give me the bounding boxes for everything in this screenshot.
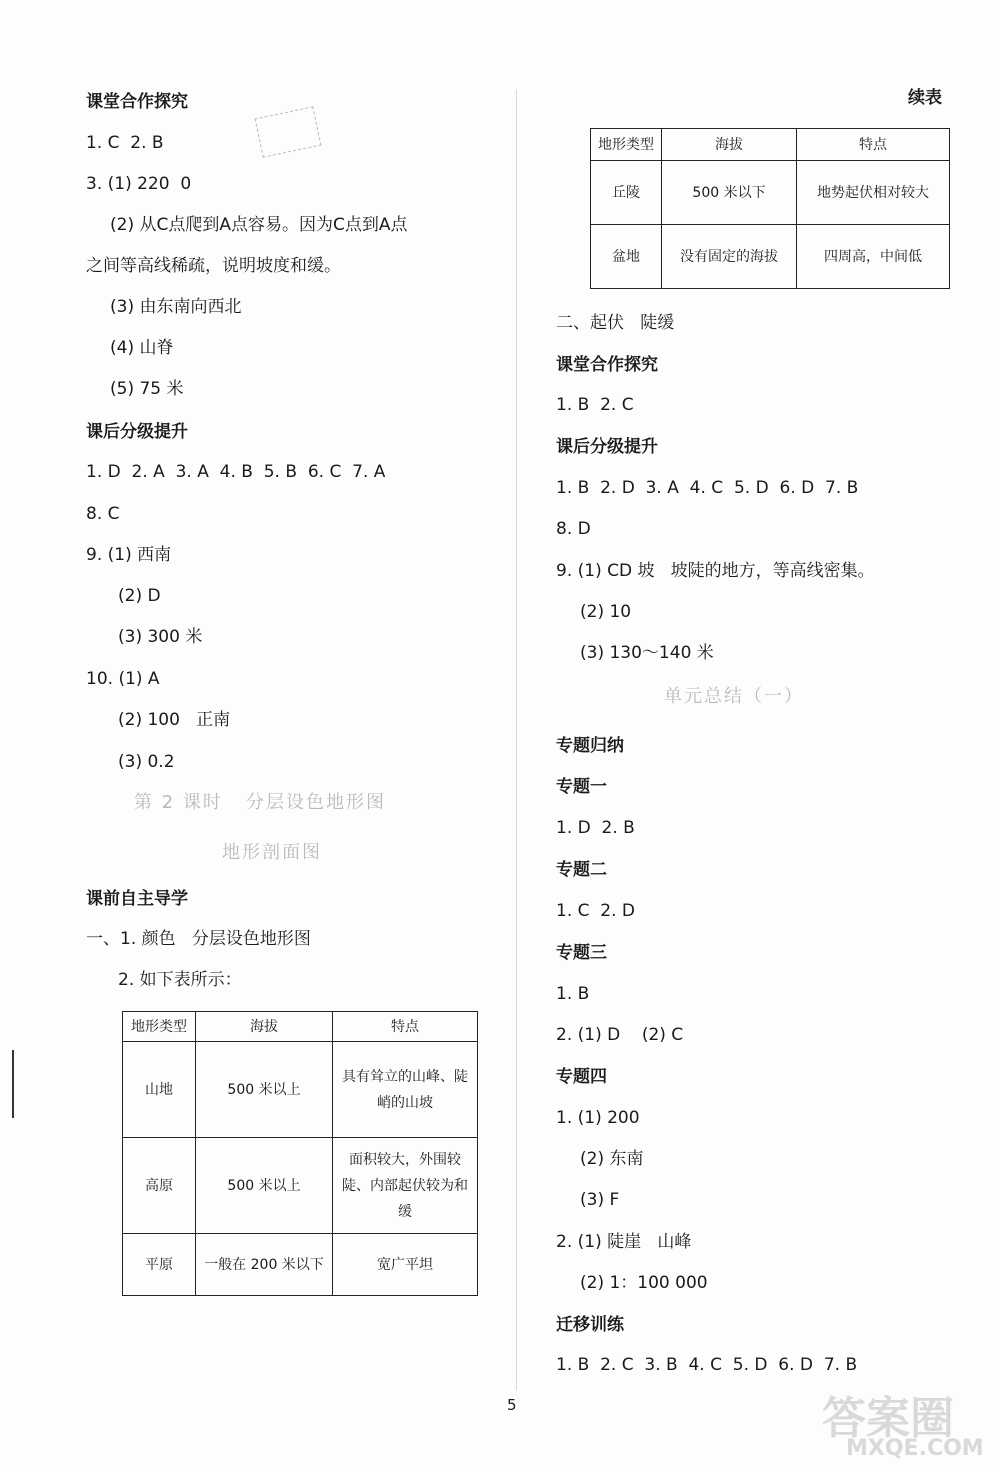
answer-line: 1. D 2. B [556, 818, 635, 838]
answer-line: 2. (1) 陡崖 山峰 [556, 1232, 692, 1252]
answer-line: (3) 0.2 [118, 752, 175, 772]
answer-line: (2) 东南 [580, 1149, 644, 1169]
table-header: 地形类型 [591, 129, 662, 161]
table-cell: 地势起伏相对较大 [797, 161, 950, 225]
table-cell: 面积较大，外围较陡、内部起伏较为和缓 [333, 1138, 478, 1234]
table-header: 特点 [333, 1012, 478, 1042]
answer-line: 2. (1) D (2) C [556, 1025, 684, 1045]
answer-line: 9. (1) 西南 [86, 545, 172, 565]
heading-after-class: 课后分级提升 [556, 437, 658, 457]
column-divider [516, 90, 517, 1390]
margin-bar [12, 1050, 14, 1118]
answer-line: (2) D [118, 586, 161, 606]
answer-line: (3) 由东南向西北 [110, 297, 242, 317]
answer-line: 1. B 2. C [556, 395, 634, 415]
heading-topic-summary: 专题归纳 [556, 736, 624, 756]
table-cell: 山地 [123, 1042, 196, 1138]
table-cell: 具有耸立的山峰、陡峭的山坡 [333, 1042, 478, 1138]
answer-line: 之间等高线稀疏，说明坡度和缓。 [86, 256, 341, 276]
answer-line: (5) 75 米 [110, 379, 184, 399]
answer-line: (2) 从C点爬到A点容易。因为C点到A点 [110, 215, 408, 235]
heading-classroom-inquiry: 课堂合作探究 [86, 92, 188, 112]
table-row [123, 1042, 478, 1138]
table-row [591, 161, 950, 225]
answer-line: (2) 100 正南 [118, 710, 231, 730]
heading-after-class: 课后分级提升 [86, 422, 188, 442]
table-cell: 四周高，中间低 [797, 225, 950, 289]
table-cell: 丘陵 [591, 161, 662, 225]
answer-line: 1. B 2. C 3. B 4. C 5. D 6. D 7. B [556, 1355, 858, 1375]
table-header: 海拔 [662, 129, 797, 161]
answer-line: 1. C 2. D [556, 901, 636, 921]
section-title: 第 2 课时 分层设色地形图 [134, 792, 387, 813]
table-cell: 一般在 200 米以下 [196, 1234, 333, 1296]
answer-line: (3) 130～140 米 [580, 643, 714, 663]
table-cell: 没有固定的海拔 [662, 225, 797, 289]
answer-line: 一、1. 颜色 分层设色地形图 [86, 929, 311, 949]
topic-label: 专题三 [556, 943, 607, 963]
table-row [591, 225, 950, 289]
unit-title: 单元总结（一） [664, 686, 804, 707]
table-cell: 盆地 [591, 225, 662, 289]
table-cell: 平原 [123, 1234, 196, 1296]
stamp-mark [254, 106, 321, 158]
table-cell: 500 米以上 [196, 1042, 333, 1138]
answer-line: 2. 如下表所示： [118, 970, 242, 990]
answer-line: 9. (1) CD 坡 坡陡的地方，等高线密集。 [556, 561, 875, 581]
table-cell: 高原 [123, 1138, 196, 1234]
answer-line: 1. B 2. D 3. A 4. C 5. D 6. D 7. B [556, 478, 859, 498]
answer-line: 二、起伏 陡缓 [556, 313, 675, 333]
answer-line: 1. D 2. A 3. A 4. B 5. B 6. C 7. A [86, 462, 386, 482]
page-number: 5 [507, 1396, 517, 1414]
heading-pre-class: 课前自主导学 [86, 889, 188, 909]
answer-line: 1. (1) 200 [556, 1108, 640, 1128]
answer-line: 8. C [86, 504, 120, 524]
answer-line: (3) 300 米 [118, 627, 203, 647]
heading-classroom-inquiry: 课堂合作探究 [556, 355, 658, 375]
watermark-logo: 答案圈 [822, 1393, 954, 1444]
topic-label: 专题四 [556, 1067, 607, 1087]
terrain-table-continued [590, 128, 950, 289]
continued-label: 续表 [908, 88, 942, 108]
terrain-table [122, 1011, 478, 1296]
table-cell: 宽广平坦 [333, 1234, 478, 1296]
answer-line: 3. (1) 220 0 [86, 174, 192, 194]
table-row [123, 1138, 478, 1234]
table-row [123, 1234, 478, 1296]
table-cell: 500 米以上 [196, 1138, 333, 1234]
topic-label: 专题二 [556, 860, 607, 880]
table-cell: 500 米以下 [662, 161, 797, 225]
table-header: 海拔 [196, 1012, 333, 1042]
answer-line: (2) 10 [580, 602, 632, 622]
answer-line: 8. D [556, 519, 591, 539]
answer-line: (3) F [580, 1190, 620, 1210]
answer-line: 10. (1) A [86, 669, 160, 689]
table-header: 特点 [797, 129, 950, 161]
heading-transfer-training: 迁移训练 [556, 1315, 624, 1335]
answer-line: (2) 1：100 000 [580, 1273, 708, 1293]
answer-line: 1. B [556, 984, 590, 1004]
answer-line: 1. C 2. B [86, 133, 164, 153]
watermark-url: MXQE.COM [846, 1436, 984, 1461]
topic-label: 专题一 [556, 777, 607, 797]
table-header: 地形类型 [123, 1012, 196, 1042]
answer-line: (4) 山脊 [110, 338, 174, 358]
section-subtitle: 地形剖面图 [222, 842, 322, 863]
